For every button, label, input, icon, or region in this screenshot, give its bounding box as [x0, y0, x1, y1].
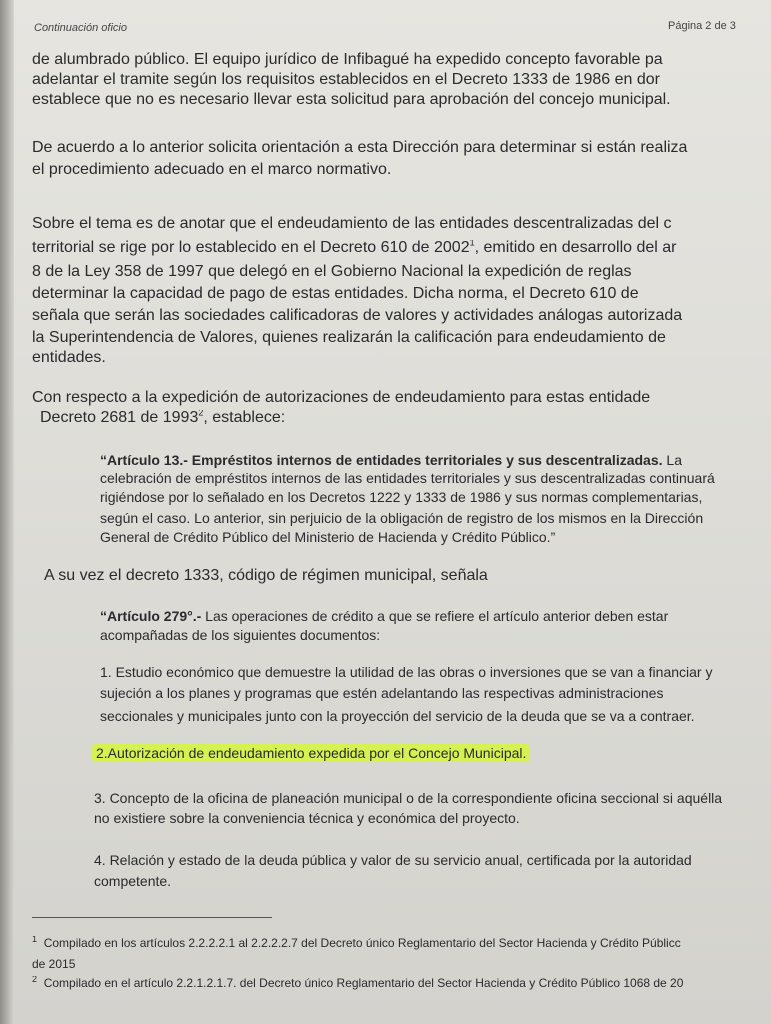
p4-line2-tail: , establece:: [203, 410, 286, 426]
quote2-line2: acompañadas de los siguientes documentos:: [100, 627, 381, 643]
p3-line2-tail: , emitido en desarrollo del ar: [474, 240, 677, 256]
quote1-line4: según el caso. Lo anterior, sin perjuicio de la obligación de registro de los mismos en la Dirección: [100, 510, 704, 526]
intro2: A su vez el decreto 1333, código de régimen municipal, señala: [44, 568, 488, 584]
p2-line2: el procedimiento adecuado en el marco normativo.: [32, 162, 392, 178]
page-edge-shadow: [0, 0, 14, 1024]
p3-line4: determinar la capacidad de pago de estas entidades. Dicha norma, el Decreto 610 de: [32, 286, 639, 302]
p4-line1: Con respecto a la expedición de autorizaciones de endeudamiento para estas entidade: [32, 390, 651, 406]
footnote1-line1: [32, 936, 771, 950]
quote2-line1-tail: Las operaciones de crédito a que se refiere el artículo anterior deben estar: [201, 608, 669, 624]
footnote2-text: Compilado en el artículo 2.2.1.2.1.7. del Decreto único Reglamentario del Sector Hacienda y Crédito Público 1068 de 20: [43, 976, 684, 990]
p3-line6: la Superintendencia de Valores, quienes realizarán la calificación para endeudamiento de: [32, 330, 666, 346]
item2-highlighted: 2.Autorización de endeudamiento expedida por el Concejo Municipal.: [92, 744, 530, 762]
footnote1-line2: de 2015: [32, 957, 76, 971]
p4-line2: [40, 410, 771, 426]
item1-line1: 1. Estudio económico que demuestre la utilidad de las obras o inversiones que se van a financiar y: [100, 664, 713, 680]
footnote1-text: Compilado en los artículos 2.2.2.2.1 al 2.2.2.2.7 del Decreto único Reglamentario del Sector Hacienda y Crédito Públicc: [43, 936, 681, 950]
p2-line1: De acuerdo a lo anterior solicita orientación a esta Dirección para determinar si están realiza: [32, 140, 688, 156]
footnote-ref-1: 1: [469, 240, 475, 248]
p1-line2: adelantar el tramite según los requisitos establecidos en el Decreto 1333 de 1986 en dor: [32, 72, 660, 88]
p3-line7: entidades.: [32, 350, 106, 366]
p1-line3: establece que no es necesario llevar esta solicitud para aprobación del concejo municipal.: [32, 92, 671, 108]
header-continuation: Continuación oficio: [34, 22, 127, 34]
quote1-line5: General de Crédito Público del Ministerio de Hacienda y Crédito Público.”: [100, 529, 556, 545]
item4-line2: competente.: [94, 873, 172, 889]
footnote-divider: [32, 917, 272, 918]
p3-line5: señala que serán las sociedades calificadoras de valores y actividades análogas autorizada: [32, 308, 683, 324]
quote2-line1: [100, 608, 745, 625]
item2-line: [92, 745, 737, 762]
p3-line2: [32, 240, 767, 256]
footnote2-line: [32, 976, 771, 990]
footnote2-number: 2: [32, 976, 38, 984]
p3-line3: 8 de la Ley 358 de 1997 que delegó en el Gobierno Nacional la expedición de reglas: [32, 264, 632, 280]
quote1-line1: [100, 452, 745, 469]
quote1-line2: celebración de empréstitos internos de las entidades territoriales y sus descentralizadas continuará: [100, 470, 715, 486]
p3-line2-text: territorial se rige por lo establecido en el Decreto 610 de 2002: [32, 240, 470, 256]
footnote-ref-2: 2: [198, 410, 204, 418]
item3-line1: 3. Concepto de la oficina de planeación municipal o de la correspondiente oficina seccional si aquélla: [94, 790, 723, 806]
p1-line1: de alumbrado público. El equipo jurídico de Infibagué ha expedido concepto favorable pa: [32, 52, 663, 68]
item3-line2: no existiere sobre la conveniencia técnica y económica del proyecto.: [94, 810, 520, 826]
item1-line3: seccionales y municipales junto con la proyección del servicio de la deuda que se va a contraer.: [100, 708, 695, 724]
quote1-line3: rigiéndose por lo señalado en los Decretos 1222 y 1333 de 1986 y sus normas complementarias,: [100, 489, 703, 505]
header-page-number: Página 2 de 3: [668, 20, 736, 32]
item4-line1: 4. Relación y estado de la deuda pública y valor de su servicio anual, certificada por la autoridad: [94, 852, 692, 868]
item1-line2: sujeción a los planes y programas que estén adelantando las respectivas administraciones: [100, 685, 664, 701]
quote2-title: “Artículo 279°.-: [100, 608, 202, 624]
p3-line1: Sobre el tema es de anotar que el endeudamiento de las entidades descentralizadas del c: [32, 216, 672, 232]
quote1-title-tail: La: [662, 452, 682, 468]
footnote1-number: 1: [32, 936, 38, 944]
quote1-title: “Artículo 13.- Empréstitos internos de entidades territoriales y sus descentralizadas.: [100, 452, 663, 468]
p4-line2-text: Decreto 2681 de 1993: [40, 410, 199, 426]
